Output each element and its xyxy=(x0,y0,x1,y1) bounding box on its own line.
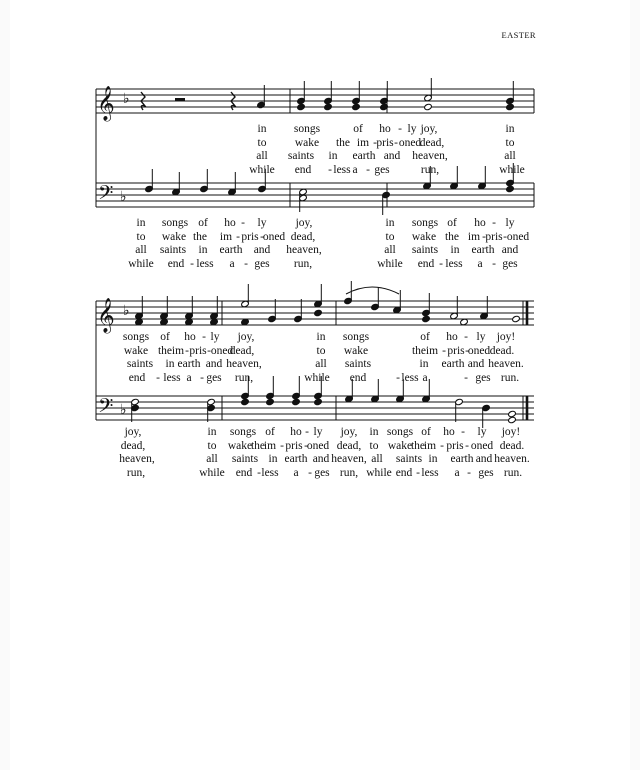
bass-clef: 𝄢 xyxy=(98,394,114,422)
lyric-syllable: - xyxy=(236,231,240,243)
lyric-syllable: pris xyxy=(446,440,464,452)
lyric-syllable: - xyxy=(394,137,398,149)
lyric-syllable: in xyxy=(165,358,175,370)
lyric-syllable: - xyxy=(200,372,204,384)
lyric-syllable: - xyxy=(440,440,444,452)
notehead xyxy=(324,103,333,110)
notehead xyxy=(297,103,306,110)
lyric-syllable: - xyxy=(465,345,469,357)
lyric-syllable: wake xyxy=(227,440,253,452)
notehead xyxy=(241,398,250,405)
lyric-syllable: im xyxy=(423,440,437,452)
lyric-syllable: saints xyxy=(411,244,439,256)
lyric-syllable: ly xyxy=(477,426,487,438)
lyric-syllable: wake xyxy=(343,345,369,357)
key-signature-flat: ♭ xyxy=(120,189,127,205)
lyric-syllable: - xyxy=(467,467,471,479)
lyric-line-system1-bass-v2 xyxy=(0,231,530,243)
lyric-syllable: - xyxy=(241,217,245,229)
lyric-syllable: - xyxy=(464,372,468,384)
lyric-syllable: heaven, xyxy=(331,453,367,465)
lyric-syllable: run, xyxy=(293,258,313,270)
lyric-syllable: ly xyxy=(476,331,486,343)
lyric-syllable: - xyxy=(482,231,486,243)
lyric-syllable: earth xyxy=(177,358,201,370)
lyric-syllable: dead. xyxy=(489,345,515,357)
lyric-syllable: wake xyxy=(411,231,437,243)
lyric-syllable: in xyxy=(450,244,460,256)
lyric-syllable: to xyxy=(257,137,267,149)
lyric-syllable: - xyxy=(503,231,507,243)
lyric-syllable: the xyxy=(410,440,426,452)
lyric-syllable: the xyxy=(192,231,208,243)
lyric-syllable: joy, xyxy=(340,426,358,438)
lyric-syllable: heaven, xyxy=(119,453,155,465)
lyric-syllable: end xyxy=(417,258,435,270)
lyric-syllable: end xyxy=(167,258,185,270)
lyric-syllable: pris xyxy=(447,345,465,357)
key-signature-flat: ♭ xyxy=(120,402,127,418)
lyric-syllable: dead, xyxy=(419,137,445,149)
lyric-syllable: pris xyxy=(285,440,303,452)
lyric-syllable: pris xyxy=(189,345,207,357)
lyric-syllable: to xyxy=(385,231,395,243)
lyric-syllable: all xyxy=(256,150,268,162)
lyric-syllable: heaven, xyxy=(226,358,262,370)
lyric-syllable: ges xyxy=(314,467,330,479)
lyric-syllable: and xyxy=(312,453,330,465)
lyric-line-system2-treble-v1 xyxy=(0,331,516,343)
lyric-line-system2-bass-v4 xyxy=(0,467,523,479)
lyric-syllable: in xyxy=(505,123,515,135)
lyric-syllable: saints xyxy=(344,358,372,370)
lyric-syllable: a xyxy=(229,258,235,270)
lyric-syllable: saints xyxy=(159,244,187,256)
lyric-syllable: the xyxy=(411,345,427,357)
lyric-syllable: less xyxy=(163,372,181,384)
lyric-syllable: all xyxy=(384,244,396,256)
lyric-syllable: oned xyxy=(306,440,330,452)
lyric-syllable: joy! xyxy=(496,331,516,343)
page-header: EASTER xyxy=(501,30,536,40)
lyric-syllable: while xyxy=(366,467,392,479)
lyric-syllable: less xyxy=(445,258,463,270)
lyric-syllable: of xyxy=(420,331,430,343)
notehead xyxy=(512,315,521,322)
lyric-syllable: end xyxy=(349,372,367,384)
lyric-line-system2-treble-v3 xyxy=(0,358,524,370)
lyric-syllable: wake xyxy=(294,137,320,149)
notehead xyxy=(506,103,515,110)
lyric-syllable: - xyxy=(202,331,206,343)
lyric-syllable: in xyxy=(328,150,338,162)
lyric-syllable: of xyxy=(353,123,363,135)
lyric-syllable: of xyxy=(421,426,431,438)
lyric-syllable: pris xyxy=(485,231,503,243)
lyric-syllable: in xyxy=(369,426,379,438)
lyric-syllable: ho xyxy=(224,217,236,229)
lyric-syllable: while xyxy=(128,258,154,270)
lyric-syllable: ho xyxy=(446,331,458,343)
half-rest xyxy=(175,98,185,101)
lyric-syllable: while xyxy=(304,372,330,384)
lyric-syllable: heaven. xyxy=(494,453,530,465)
lyric-syllable: ho xyxy=(290,426,302,438)
lyric-syllable: - xyxy=(465,440,469,452)
lyric-syllable: all xyxy=(206,453,218,465)
lyric-syllable: heaven. xyxy=(488,358,524,370)
lyric-syllable: earth xyxy=(219,244,243,256)
lyric-syllable: a xyxy=(293,467,299,479)
lyric-syllable: songs xyxy=(411,217,439,229)
lyric-syllable: saints xyxy=(395,453,423,465)
notehead xyxy=(506,185,515,192)
lyric-syllable: ho xyxy=(184,331,196,343)
lyric-syllable: in xyxy=(385,217,395,229)
lyric-syllable: dead, xyxy=(336,440,362,452)
lyric-syllable: wake xyxy=(123,345,149,357)
lyric-syllable: less xyxy=(261,467,279,479)
lyric-syllable: run, xyxy=(420,164,440,176)
lyric-syllable: to xyxy=(136,231,146,243)
lyric-line-system1-treble-v1 xyxy=(0,123,515,135)
lyric-syllable: less xyxy=(421,467,439,479)
lyric-syllable: ges xyxy=(374,164,390,176)
lyric-syllable: - xyxy=(373,137,377,149)
lyric-syllable: - xyxy=(439,258,443,270)
lyric-syllable: end xyxy=(395,467,413,479)
lyric-syllable: and xyxy=(475,453,493,465)
lyric-syllable: - xyxy=(257,467,261,479)
lyric-syllable: im xyxy=(171,345,185,357)
lyric-syllable: in xyxy=(198,244,208,256)
notehead xyxy=(314,398,323,405)
lyric-syllable: run. xyxy=(500,372,520,384)
lyric-syllable: joy, xyxy=(237,331,255,343)
lyric-syllable: - xyxy=(207,345,211,357)
lyric-syllable: - xyxy=(366,164,370,176)
lyric-syllable: - xyxy=(308,467,312,479)
lyric-syllable: im xyxy=(263,440,277,452)
lyric-syllable: - xyxy=(492,217,496,229)
lyric-syllable: - xyxy=(185,345,189,357)
lyric-syllable: to xyxy=(505,137,515,149)
lyric-syllable: dead. xyxy=(499,440,525,452)
lyric-syllable: - xyxy=(244,258,248,270)
lyric-syllable: ges xyxy=(478,467,494,479)
lyric-syllable: im xyxy=(425,345,439,357)
lyric-syllable: while xyxy=(377,258,403,270)
lyric-syllable: a xyxy=(454,467,460,479)
lyric-syllable: - xyxy=(492,258,496,270)
lyric-syllable: oned xyxy=(210,345,234,357)
lyric-syllable: less xyxy=(333,164,351,176)
key-signature-flat: ♭ xyxy=(123,91,130,107)
lyric-syllable: run, xyxy=(339,467,359,479)
lyric-syllable: oned xyxy=(506,231,530,243)
lyric-syllable: and xyxy=(501,244,519,256)
lyric-syllable: ges xyxy=(475,372,491,384)
notehead xyxy=(424,103,433,110)
lyric-syllable: im xyxy=(356,137,370,149)
lyric-syllable: ly xyxy=(257,217,267,229)
lyric-syllable: in xyxy=(257,123,267,135)
lyric-syllable: ho xyxy=(443,426,455,438)
lyric-syllable: joy! xyxy=(501,426,521,438)
lyric-syllable: dead, xyxy=(290,231,316,243)
lyric-syllable: ho xyxy=(474,217,486,229)
lyric-syllable: ly xyxy=(313,426,323,438)
lyric-syllable: - xyxy=(156,372,160,384)
lyric-syllable: the xyxy=(157,345,173,357)
lyric-syllable: oned xyxy=(467,345,491,357)
lyric-syllable: joy, xyxy=(420,123,438,135)
lyric-syllable: - xyxy=(190,258,194,270)
lyric-line-system1-treble-v4 xyxy=(0,164,525,176)
lyric-line-system1-bass-v1 xyxy=(0,217,515,229)
lyric-syllable: while xyxy=(499,164,525,176)
lyric-line-system1-bass-v4 xyxy=(0,258,518,270)
lyric-syllable: run, xyxy=(234,372,254,384)
lyric-syllable: to xyxy=(369,440,379,452)
lyric-syllable: songs xyxy=(229,426,257,438)
notehead xyxy=(508,410,517,417)
lyric-syllable: all xyxy=(371,453,383,465)
lyric-syllable: saints xyxy=(287,150,315,162)
lyric-syllable: a xyxy=(186,372,192,384)
slur xyxy=(346,287,399,294)
lyric-syllable: in xyxy=(316,331,326,343)
lyric-syllable: ly xyxy=(210,331,220,343)
lyric-syllable: - xyxy=(416,467,420,479)
lyric-syllable: dead, xyxy=(229,345,255,357)
lyric-syllable: joy, xyxy=(295,217,313,229)
lyric-syllable: pris xyxy=(376,137,394,149)
lyric-syllable: a xyxy=(477,258,483,270)
notehead xyxy=(314,309,323,316)
notehead xyxy=(352,103,361,110)
lyric-syllable: earth xyxy=(352,150,376,162)
lyric-syllable: earth xyxy=(284,453,308,465)
lyric-syllable: ho xyxy=(379,123,391,135)
lyric-syllable: im xyxy=(219,231,233,243)
lyric-syllable: end xyxy=(235,467,253,479)
lyric-syllable: in xyxy=(207,426,217,438)
lyric-syllable: all xyxy=(135,244,147,256)
lyric-syllable: saints xyxy=(126,358,154,370)
lyric-line-system1-treble-v3 xyxy=(0,150,516,162)
lyric-syllable: of xyxy=(198,217,208,229)
lyric-syllable: oned xyxy=(262,231,286,243)
lyric-syllable: oned xyxy=(470,440,494,452)
lyric-syllable: ges xyxy=(206,372,222,384)
lyric-syllable: earth xyxy=(450,453,474,465)
treble-clef: 𝄞 xyxy=(97,86,115,121)
lyric-syllable: im xyxy=(467,231,481,243)
lyric-syllable: ges xyxy=(254,258,270,270)
lyric-syllable: all xyxy=(315,358,327,370)
lyric-syllable: while xyxy=(199,467,225,479)
lyric-syllable: - xyxy=(280,440,284,452)
lyric-syllable: in xyxy=(136,217,146,229)
lyric-syllable: dead, xyxy=(120,440,146,452)
lyric-syllable: - xyxy=(461,426,465,438)
lyric-syllable: a xyxy=(422,372,428,384)
lyric-line-system2-bass-v3 xyxy=(0,453,530,465)
lyric-syllable: a xyxy=(352,164,358,176)
lyric-syllable: all xyxy=(504,150,516,162)
lyric-syllable: saints xyxy=(231,453,259,465)
lyric-line-system2-bass-v1 xyxy=(0,426,521,438)
lyric-syllable: songs xyxy=(386,426,414,438)
lyric-syllable: wake xyxy=(387,440,413,452)
lyric-syllable: and xyxy=(253,244,271,256)
lyric-syllable: - xyxy=(396,372,400,384)
lyric-syllable: the xyxy=(335,137,351,149)
lyric-syllable: - xyxy=(260,231,264,243)
lyric-syllable: less xyxy=(401,372,419,384)
lyric-line-system2-treble-v4 xyxy=(0,372,520,384)
lyric-syllable: and xyxy=(205,358,223,370)
lyric-syllable: of xyxy=(447,217,457,229)
lyric-syllable: - xyxy=(464,331,468,343)
bass-clef: 𝄢 xyxy=(98,181,114,209)
lyric-syllable: end xyxy=(128,372,146,384)
lyric-syllable: of xyxy=(265,426,275,438)
lyric-syllable: in xyxy=(268,453,278,465)
lyric-syllable: oned xyxy=(398,137,422,149)
lyric-line-system1-treble-v2 xyxy=(0,137,515,149)
lyric-syllable: in xyxy=(419,358,429,370)
lyric-syllable: and xyxy=(467,358,485,370)
lyric-syllable: run. xyxy=(503,467,523,479)
lyric-syllable: end xyxy=(294,164,312,176)
lyric-syllable: earth xyxy=(441,358,465,370)
lyric-syllable: the xyxy=(250,440,266,452)
lyric-syllable: - xyxy=(398,123,402,135)
lyric-syllable: less xyxy=(196,258,214,270)
key-signature-flat: ♭ xyxy=(123,303,130,319)
lyric-syllable: heaven, xyxy=(412,150,448,162)
treble-clef: 𝄞 xyxy=(97,298,115,333)
notehead xyxy=(266,398,275,405)
lyric-syllable: songs xyxy=(122,331,150,343)
notehead xyxy=(292,398,301,405)
lyric-syllable: run, xyxy=(126,467,146,479)
lyric-syllable: ges xyxy=(502,258,518,270)
lyric-syllable: - xyxy=(304,440,308,452)
lyric-syllable: - xyxy=(328,164,332,176)
lyric-syllable: to xyxy=(316,345,326,357)
lyric-syllable: the xyxy=(444,231,460,243)
lyric-syllable: while xyxy=(249,164,275,176)
lyric-syllable: ly xyxy=(407,123,417,135)
lyric-line-system2-treble-v2 xyxy=(0,345,515,357)
lyric-syllable: songs xyxy=(293,123,321,135)
lyric-syllable: songs xyxy=(342,331,370,343)
lyric-syllable: to xyxy=(207,440,217,452)
lyric-syllable: of xyxy=(160,331,170,343)
lyric-syllable: earth xyxy=(471,244,495,256)
lyric-line-system1-bass-v3 xyxy=(0,244,519,256)
lyric-syllable: - xyxy=(442,345,446,357)
notehead xyxy=(422,315,431,322)
lyric-syllable: songs xyxy=(161,217,189,229)
lyric-syllable: and xyxy=(383,150,401,162)
lyric-syllable: pris xyxy=(241,231,259,243)
lyric-syllable: - xyxy=(305,426,309,438)
lyric-syllable: in xyxy=(428,453,438,465)
notehead xyxy=(508,416,517,423)
lyric-line-system2-bass-v2 xyxy=(0,440,525,452)
lyric-syllable: ly xyxy=(505,217,515,229)
lyric-syllable: joy, xyxy=(124,426,142,438)
lyric-syllable: wake xyxy=(161,231,187,243)
lyric-syllable: heaven, xyxy=(286,244,322,256)
